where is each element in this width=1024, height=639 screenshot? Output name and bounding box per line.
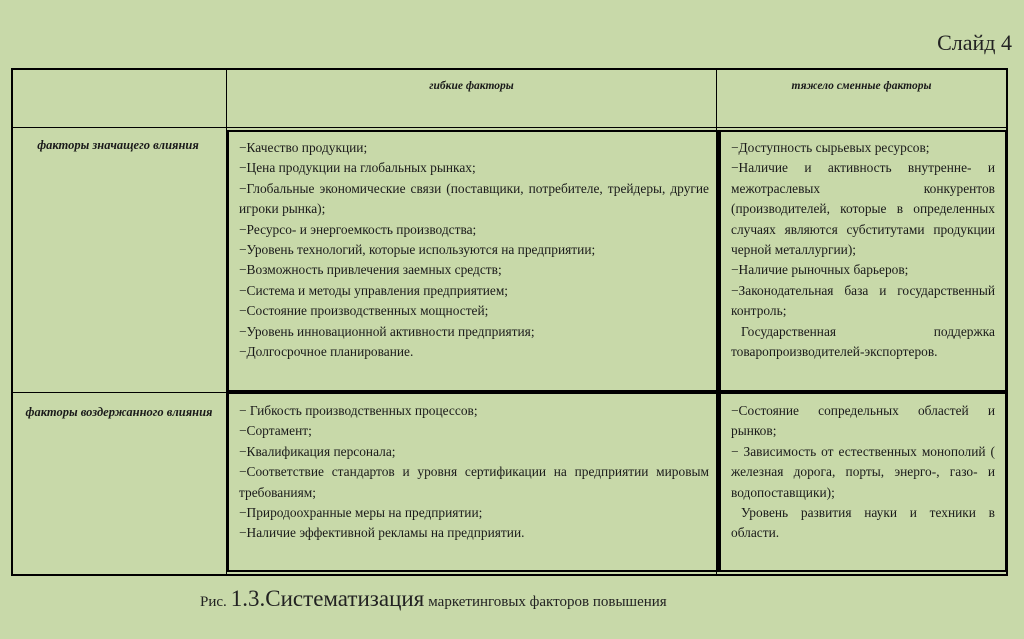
list-item: −Ресурсо- и энергоемкость производства; — [239, 221, 477, 237]
caption-number: 1.3. — [230, 586, 266, 611]
list-item: −Цена продукции на глобальных рынках; — [239, 160, 476, 176]
list-item: −Состояние производственных мощностей; — [239, 303, 489, 319]
list-item: −Возможность привлечения заемных средств; — [239, 262, 502, 278]
caption-prefix: Рис. — [200, 594, 227, 610]
list-item: −Качество продукции; — [239, 140, 368, 155]
hard-factors-list-1 — [731, 138, 995, 362]
list-item: − Гибкость производственных процессов; — [239, 403, 478, 418]
slide-number-label: Слайд 4 — [937, 30, 1012, 55]
list-item: −Доступность сырьевых ресурсов; — [731, 140, 930, 155]
row-label-restrained: факторы воздержанного влияния — [25, 405, 213, 419]
cell-significant-hard — [719, 130, 1007, 392]
list-item: − Зависимость от естественных монополий ( железная дорога, порты, энерго-, газо- и водопоставщики); — [731, 443, 995, 500]
list-item: −Долгосрочное планирование. — [239, 344, 414, 360]
cell-restrained-flexible — [227, 392, 719, 572]
list-item: −Система и методы управления предприятием; — [239, 282, 509, 298]
figure-caption — [200, 586, 667, 612]
list-item: −Законодательная база и государственный контроль; — [731, 282, 995, 319]
row-label-significant: факторы значащего влияния — [37, 138, 199, 152]
flexible-factors-list-1 — [239, 138, 709, 362]
flexible-factors-list-2 — [239, 401, 709, 544]
list-item: −Наличие и активность внутренне- и межотраслевых конкурентов (производителей, которые в определенных случаях являются субститутами продукции черной металлургии); — [731, 160, 995, 258]
hard-factors-list-2 — [731, 401, 995, 544]
list-item: Государственная поддержка товаропроизводителей-экспортеров. — [731, 323, 995, 360]
list-item: −Наличие рыночных барьеров; — [731, 262, 909, 278]
cell-significant-flexible — [227, 130, 719, 392]
list-item: −Уровень инновационной активности предприятия; — [239, 323, 535, 339]
factors-table — [11, 68, 1008, 576]
list-item: −Состояние сопредельных областей и рынков; — [731, 403, 995, 439]
list-item: −Глобальные экономические связи (поставщики, потребителе, трейдеры, другие игроки рынка); — [239, 180, 709, 217]
table-divider — [13, 127, 1006, 128]
list-item: −Природоохранные меры на предприятии; — [239, 505, 483, 521]
list-item: −Квалификация персонала; — [239, 443, 396, 459]
caption-rest: маркетинговых факторов повышения — [428, 594, 667, 610]
caption-bold-word: Систематизация — [265, 586, 425, 611]
list-item: −Наличие эффективной рекламы на предприятии. — [239, 525, 525, 541]
header-flexible-factors: гибкие факторы — [429, 80, 514, 92]
header-hard-factors: тяжело сменные факторы — [791, 80, 932, 92]
cell-restrained-hard — [719, 392, 1007, 572]
list-item: −Уровень технологий, которые используются на предприятии; — [239, 242, 596, 258]
list-item: Уровень развития науки и техники в области. — [731, 505, 995, 541]
list-item: −Сортамент; — [239, 423, 312, 439]
list-item: −Соответствие стандартов и уровня сертификации на предприятии мировым требованиям; — [239, 464, 709, 500]
